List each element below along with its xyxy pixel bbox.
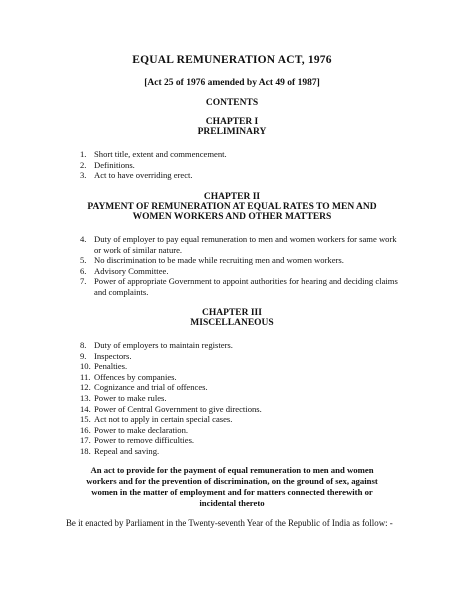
item-number: 5. <box>80 255 87 266</box>
item-number: 11. <box>80 371 91 382</box>
item-text: Act not to apply in certain special cases. <box>94 414 233 425</box>
act-title: EQUAL REMUNERATION ACT, 1976 <box>132 54 332 66</box>
list-item <box>80 414 398 425</box>
chapter-1-name: PRELIMINARY <box>197 127 267 137</box>
chapter-3-list <box>80 340 398 457</box>
chapter-2-heading: CHAPTER II <box>203 192 261 202</box>
list-item <box>80 149 398 160</box>
act-subtitle: [Act 25 of 1976 amended by Act 49 of 1987] <box>144 78 320 88</box>
item-text: Power to remove difficulties. <box>94 435 195 446</box>
item-number: 17. <box>80 435 91 446</box>
list-item <box>80 446 398 457</box>
chapter-3-heading: CHAPTER III <box>202 308 262 318</box>
item-number: 9. <box>80 350 87 361</box>
item-text: Offences by companies. <box>94 371 177 382</box>
list-item <box>80 435 398 446</box>
item-text: Act to have overriding erect. <box>94 170 193 181</box>
item-number: 2. <box>80 159 87 170</box>
list-item <box>80 255 398 266</box>
contents-heading: CONTENTS <box>205 98 259 108</box>
item-text: Duty of employers to maintain registers. <box>94 340 233 350</box>
list-item <box>80 372 398 383</box>
item-number: 6. <box>80 265 87 276</box>
item-number: 12. <box>80 382 91 393</box>
list-item <box>80 425 398 436</box>
enactment-clause: Be it enacted by Parliament in the Twenty-seventh Year of the Republic of India as follow: - <box>66 518 393 528</box>
list-item <box>80 170 398 181</box>
item-number: 16. <box>80 424 91 435</box>
chapter-3-name: MISCELLANEOUS <box>190 318 274 328</box>
item-text: Definitions. <box>94 159 135 170</box>
list-item <box>80 404 398 415</box>
list-item <box>80 266 398 277</box>
list-item <box>80 351 398 362</box>
item-number: 14. <box>80 403 91 414</box>
item-text: Advisory Committee. <box>94 265 169 276</box>
chapter-2-list <box>80 234 398 298</box>
item-text: Repeal and saving. <box>94 445 160 456</box>
chapter-2-name: PAYMENT OF REMUNERATION AT EQUAL RATES TO MEN AND WOMEN WORKERS AND OTHER MATTERS <box>87 202 377 222</box>
item-number: 4. <box>80 234 87 244</box>
list-item <box>80 234 398 255</box>
list-item <box>80 340 398 351</box>
item-text: Power of Central Government to give directions. <box>94 403 262 414</box>
item-number: 7. <box>80 276 87 287</box>
list-item <box>80 361 398 372</box>
item-text: Short title, extent and commencement. <box>94 149 227 159</box>
item-number: 18. <box>80 445 91 456</box>
item-text: Power of appropriate Government to appoint authorities for hearing and deciding claims and complaints. <box>94 276 398 297</box>
item-text: Duty of employer to pay equal remuneration to men and women workers for same work or work of similar nature. <box>94 234 397 255</box>
item-number: 3. <box>80 170 87 181</box>
item-text: Inspectors. <box>94 350 132 361</box>
item-text: No discrimination to be made while recruiting men and women workers. <box>94 255 344 266</box>
item-number: 13. <box>80 392 91 403</box>
act-preamble: An act to provide for the payment of equal remuneration to men and women workers and for the prevention of discrimination, on the ground of sex, against women in the matter of employment and for matters connected therewith or incidental thereto <box>86 465 378 508</box>
list-item <box>80 393 398 404</box>
chapter-1-heading: CHAPTER I <box>205 117 259 127</box>
item-number: 1. <box>80 149 87 159</box>
item-text: Power to make rules. <box>94 392 167 403</box>
item-number: 10. <box>80 361 91 372</box>
list-item <box>80 382 398 393</box>
chapter-1-list <box>80 149 398 181</box>
item-text: Penalties. <box>94 361 128 372</box>
list-item <box>80 160 398 171</box>
item-text: Power to make declaration. <box>94 424 189 435</box>
item-number: 8. <box>80 340 87 350</box>
item-number: 15. <box>80 414 91 425</box>
list-item <box>80 276 398 297</box>
item-text: Cognizance and trial of offences. <box>94 382 208 393</box>
